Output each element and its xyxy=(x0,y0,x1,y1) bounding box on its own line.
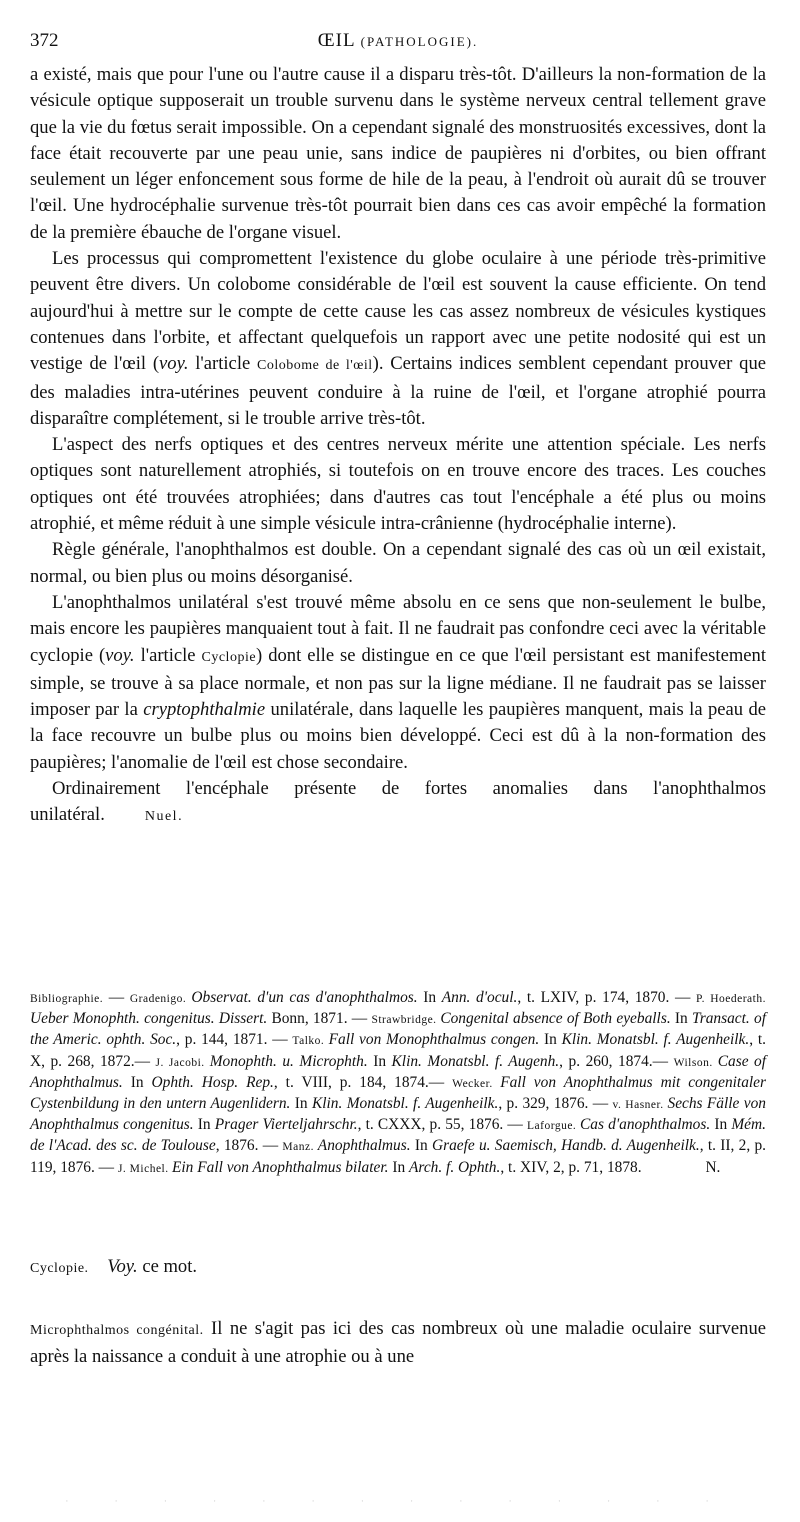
main-text xyxy=(30,62,766,831)
bibliography-author: Laforgue. xyxy=(527,1120,581,1133)
entry-term-microphthalmos: Microphthalmos congénital. xyxy=(30,1323,204,1338)
bibliography-author: Manz. xyxy=(282,1141,318,1154)
paragraph-5-text-c: unilatérale, dans laquelle les paupières manquent, mais la peau de la face recouvre un bulbe plus ou moins bien développé. Ceci est dû à la non-formation des paupières; l'anomalie de l'œil est chose secondaire. xyxy=(30,699,766,773)
bibliography-entry xyxy=(130,989,696,1006)
bibliography-title: Ueber Monophth. congenitus. Dissert. xyxy=(30,1010,268,1028)
bibliography-details: , 1876. — xyxy=(215,1137,283,1155)
bibliography-title: Case of Anophthalmus. xyxy=(30,1052,767,1091)
entry-cyclopie xyxy=(30,1254,766,1282)
bibliography-label: Bibliographie. xyxy=(30,993,104,1005)
bibliography-source-prefix: In xyxy=(417,989,442,1006)
bibliography-source-prefix: In xyxy=(122,1073,152,1091)
bibliography-author: J. Jacobi. xyxy=(155,1056,210,1069)
term-cryptophthalmie: cryptophthalmie xyxy=(143,699,266,721)
bibliography-details: , t. VIII, p. 184, 1874.— xyxy=(273,1073,453,1091)
paragraph-2-text-a: Les processus qui compromettent l'existence du globe oculaire à une période très-primitive peuvent être divers. Un colobome considérable de l'œil est souvent la cause efficiente. On tend aujourd'hui à mettre sur le compte de cette cause les cas assez nombreux de vésicules kystiques contenues dans l'orbite, et affectant quelquefois un rapport avec une petite nodosité qui est un vestige de l'œil ( xyxy=(30,248,766,375)
bibliography-source: Ann. d'ocul. xyxy=(441,989,518,1006)
bibliography: Bibliographie. — Gradenigo. Observat. d'un cas d'anophthalmos. In Ann. d'ocul., t. LXIV, p. 174, 1870. — P. Hoederath. Ueber Monophth. congenitus. Dissert. Bonn, 1871. — Strawbridge. Congenital absence of Both eyeballs. In Transact. of the Americ. ophth. Soc., p. 144, 1871. — Talko. Fall von Monophthalmus congen. In Klin. Monatsbl. f. Augenheilk., t. X, p. 268, 1872.— J. Jacobi. Monophth. u. Microphth. In Klin. Monatsbl. f. Augenh., p. 260, 1874.— Wilson. Case of Anophthalmus. In Ophth. Hosp. Rep., t. VIII, p. 184, 1874.— Wecker. Fall von Anophthalmus mit congenitaler Cystenbildung in den untern Augenlidern. In Klin. Monatsbl. f. Augenheilk., p. 329, 1876. — v. Hasner. Sechs Fälle von Anophthalmus congenitus. In Prager Vierteljahrschr., t. CXXX, p. 55, 1876. — Laforgue. Cas d'anophthalmos. In Mém. de l'Acad. des sc. de Toulouse, 1876. — Manz. Anophthalmus. In Graefe u. Saemisch, Handb. d. Augenheilk., t. II, 2, p. 119, 1876. — J. Michel. Ein Fall von Anophthalmus bilater. In Arch. f. Ophth., t. XIV, 2, p. 71, 1878. N. xyxy=(30,989,767,1176)
bibliography-source: Klin. Monatsbl. f. Augenheilk. xyxy=(311,1095,499,1113)
paragraph-5-text-a: L'anophthalmos unilatéral s'est trouvé même absolu en ce sens que non-seulement le bulbe, mais encore les paupières manquaient tout à fait. Il ne faudrait pas confondre ceci avec la véritable cyclopie ( xyxy=(30,591,766,666)
running-title-main: ŒIL xyxy=(317,30,355,51)
bibliography-details: , t. CXXX, p. 55, 1876. — xyxy=(357,1116,527,1134)
bibliography-author: Wecker. xyxy=(452,1077,501,1090)
bibliography-signature: N. xyxy=(705,1158,721,1176)
bibliography-details: , t. LXIV, p. 174, 1870. — xyxy=(517,989,697,1006)
bibliography-source: Arch. f. Ophth. xyxy=(409,1158,501,1176)
bibliography-details: , p. 144, 1871. — xyxy=(176,1031,293,1049)
paragraph-6 xyxy=(30,776,766,831)
bibliography-source: Ophth. Hosp. Rep. xyxy=(151,1073,274,1091)
document-page xyxy=(30,0,766,1522)
paragraph-1: a existé, mais que pour l'une ou l'autre cause il a disparu très-tôt. D'ailleurs la non-formation de la vésicule optique supposerait un trouble survenu dans le système nerveux central tellement grave que la vie du fœtus serait impossible. On a cependant signalé des monstruosités excessives, dont la face était recouverte par une peau unie, sans indice de paupières ni d'orbites, ou bien offrant seulement un léger enfoncement sous forme de hile de la peau, à l'endroit où aurait dû se trouver l'œil. Une hydrocéphalie survenue très-tôt pourrait bien dans ces cas avoir empêché la formation de la première ébauche de l'organe visuel. xyxy=(30,64,766,243)
paragraph-2-article: l'article xyxy=(188,353,258,375)
bibliography-title: Fall von Monophthalmus congen. xyxy=(328,1031,540,1049)
bibliography-author: J. Michel. xyxy=(117,1162,172,1175)
bibliography-details: , t. II, 2, p. 119, 1876. — xyxy=(30,1137,766,1176)
bibliography-source-prefix: In xyxy=(290,1095,312,1113)
bibliography-author: P. Hoederath. xyxy=(696,993,766,1005)
bibliography-source: Transact. of the Americ. ophth. Soc. xyxy=(30,1010,766,1049)
paragraph-3: L'aspect des nerfs optiques et des centres nerveux mérite une attention spéciale. Les nerfs optiques sont naturellement atrophiés, si toutefois on en trouve encore des traces. Les couches optiques ont été trouvées atrophiées; dans d'autres cas tout l'encéphale a été plus ou moins atrophié, et même réduit à une simple vésicule intra-crânienne (hydrocéphalie interne). xyxy=(30,434,766,535)
bibliography-author: Gradenigo. xyxy=(129,993,192,1005)
bibliography-source: Mém. de l'Acad. des sc. de Toulouse xyxy=(30,1116,766,1155)
bibliography-author: Wilson. xyxy=(673,1056,718,1069)
bibliography-title: Anophthalmus. xyxy=(317,1137,411,1155)
bibliography-title: Monophth. u. Microphth. xyxy=(209,1052,368,1070)
bibliography-source-prefix: In xyxy=(193,1116,215,1134)
bibliography-details: , t. X, p. 268, 1872.— xyxy=(30,1031,766,1070)
bibliography-title: Ein Fall von Anophthalmus bilater. xyxy=(172,1158,389,1176)
bibliography-author: Strawbridge. xyxy=(371,1014,441,1027)
bibliography-source-prefix: In xyxy=(710,1116,732,1134)
page-number: 372 xyxy=(30,30,59,51)
bibliography-details: , t. XIV, 2, p. 71, 1878. xyxy=(500,1158,642,1176)
paragraph-6-text: Ordinairement l'encéphale présente de fortes anomalies dans l'anophthalmos unilatéral. xyxy=(30,778,766,826)
running-title-sub: (PATHOLOGIE). xyxy=(360,34,479,49)
bibliography-details: , p. 329, 1876. — xyxy=(498,1095,613,1113)
bibliography-title: Observat. d'un cas d'anophthalmos. xyxy=(191,989,418,1006)
entry-cyclopie-voy: Voy. xyxy=(107,1256,138,1277)
entry-term-cyclopie: Cyclopie. xyxy=(30,1261,89,1276)
bibliography-entry xyxy=(118,1159,642,1176)
cross-reference-cyclopie: Cyclopie xyxy=(201,649,257,665)
bibliography-source-prefix: In xyxy=(388,1158,409,1176)
paragraph-5-voy: voy. xyxy=(105,644,135,666)
running-header xyxy=(30,30,766,60)
paragraph-4: Règle générale, l'anophthalmos est double. On a cependant signalé des cas où un œil existait, normal, ou bien plus ou moins désorganisé. xyxy=(30,539,766,587)
paragraph-5-text-b: ) dont elle se distingue en ce que l'œil persistant est manifestement simple, se trouve à sa place normale, et non pas sur la ligne médiane. Il ne faudrait pas se laisser imposer par la xyxy=(30,644,767,721)
bibliography-title: Fall von Anophthalmus mit congenitaler Cystenbildung in den untern Augenlidern. xyxy=(30,1073,766,1113)
bibliography-source-prefix: In xyxy=(670,1010,693,1028)
entry-cyclopie-rest: ce mot. xyxy=(137,1256,198,1277)
author-signature: Nuel. xyxy=(144,809,184,825)
paragraph-2 xyxy=(30,246,766,432)
bibliography-source: Klin. Monatsbl. f. Augenheilk. xyxy=(561,1031,750,1049)
bibliography-details: , p. 260, 1874.— xyxy=(559,1052,674,1070)
bibliography-author: Talko. xyxy=(292,1035,329,1048)
bibliography-source: Klin. Monatsbl. f. Augenh. xyxy=(391,1052,560,1070)
bibliography-source-prefix: In xyxy=(367,1052,392,1070)
bibliography-source: Prager Vierteljahrschr. xyxy=(214,1116,358,1134)
cross-reference-colobome: Colobome de l'œil xyxy=(257,358,373,374)
bibliography-source-prefix: In xyxy=(539,1031,562,1049)
paragraph-2-voy: voy. xyxy=(159,353,189,375)
bibliography-title: Congenital absence of Both eyeballs. xyxy=(440,1010,671,1028)
paragraph-5 xyxy=(30,590,766,776)
bibliography-title: Cas d'anophthalmos. xyxy=(580,1116,711,1134)
bibliography-source-prefix: Bonn, 1871. — xyxy=(267,1010,372,1028)
running-title xyxy=(30,30,766,52)
bibliography-entries xyxy=(30,989,766,1176)
paragraph-5-article: l'article xyxy=(134,644,202,666)
bibliography-source-prefix: In xyxy=(410,1137,432,1155)
paragraph-2-text-b: ). Certains indices semblent cependant prouver que des maladies intra-utérines peuvent conduire à la ruine de l'œil, et l'organe atrophié pourra disparaître complétement, si le trouble arrive très-tôt. xyxy=(30,353,766,429)
bibliography-source: Graefe u. Saemisch, Handb. d. Augenheilk. xyxy=(431,1137,700,1155)
scan-artifact-marks: · · · · · · · · · · · · · · xyxy=(65,1496,731,1506)
bibliography-title: Sechs Fälle von Anophthalmus congenitus. xyxy=(30,1095,766,1134)
entry-microphthalmos xyxy=(30,1316,766,1371)
bibliography-author: v. Hasner. xyxy=(612,1099,668,1112)
bibliography-entry xyxy=(156,1053,674,1070)
entry-microphthalmos-text: Il ne s'agit pas ici des cas nombreux où une maladie oculaire survenue après la naissance a conduit à une atrophie ou à une xyxy=(30,1318,766,1368)
